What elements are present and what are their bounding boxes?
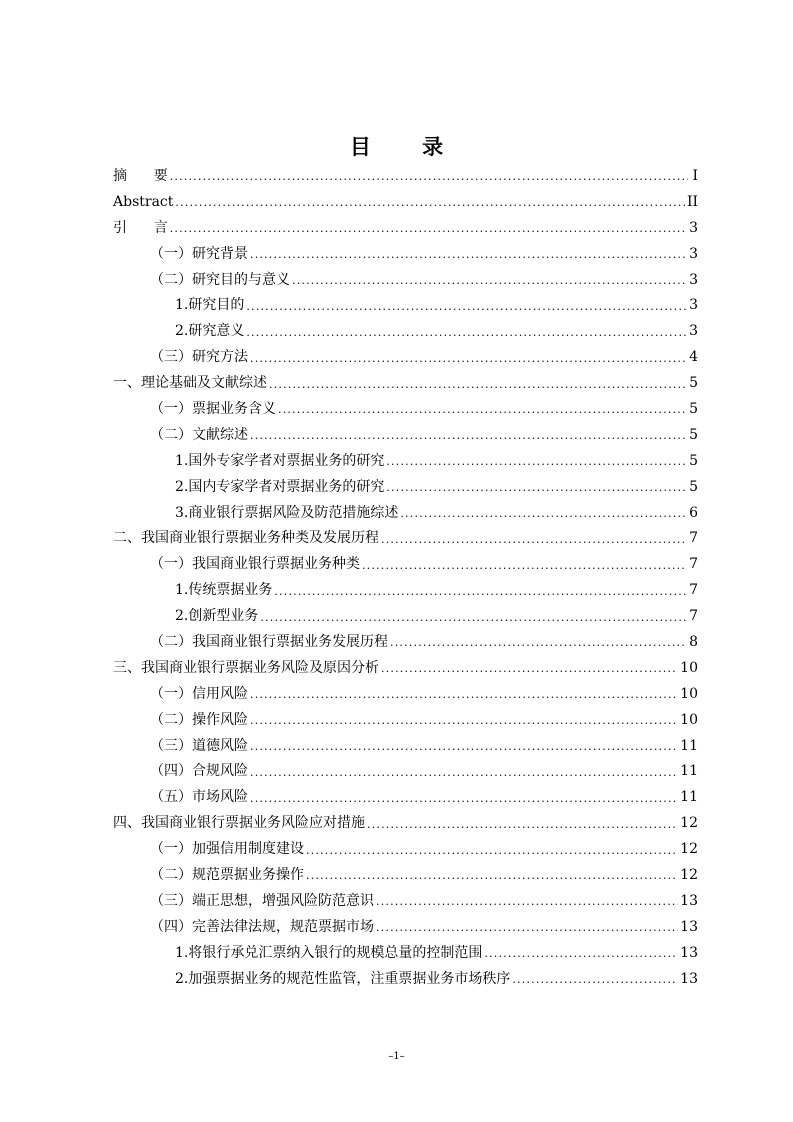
toc-leader-dots — [381, 663, 678, 674]
table-of-contents — [113, 163, 698, 992]
toc-entry[interactable] — [113, 707, 698, 733]
toc-entry-page: II — [686, 193, 698, 210]
toc-entry[interactable] — [113, 655, 698, 681]
toc-entry-page: I — [692, 167, 698, 184]
toc-entry-page: 3 — [689, 245, 698, 262]
toc-entry[interactable] — [113, 940, 698, 966]
toc-entry-page: 8 — [689, 633, 698, 650]
toc-entry-page: 10 — [680, 685, 698, 702]
toc-leader-dots — [269, 379, 687, 390]
toc-leader-dots — [376, 896, 678, 907]
toc-entry[interactable] — [113, 241, 698, 267]
toc-entry[interactable] — [113, 966, 698, 992]
toc-entry-label: （五）市场风险 — [150, 789, 248, 806]
toc-entry[interactable] — [113, 603, 698, 629]
toc-entry-page: 10 — [680, 711, 698, 728]
toc-leader-dots — [400, 508, 687, 519]
toc-entry-label: 2.加强票据业务的规范性监管，注重票据业务市场秩序 — [175, 970, 511, 987]
toc-entry-page: 12 — [680, 841, 698, 858]
toc-entry[interactable] — [113, 163, 698, 189]
toc-entry-page: 10 — [680, 659, 698, 676]
toc-entry-label: 二、我国商业银行票据业务种类及发展历程 — [113, 530, 379, 547]
toc-leader-dots — [386, 456, 687, 467]
toc-entry[interactable] — [113, 422, 698, 448]
toc-entry-page: 7 — [689, 530, 698, 547]
toc-entry-label: （一）票据业务含义 — [150, 400, 276, 417]
toc-entry[interactable] — [113, 344, 698, 370]
toc-leader-dots — [376, 922, 678, 933]
toc-entry[interactable] — [113, 474, 698, 500]
toc-entry-label: 一、理论基础及文献综述 — [113, 375, 267, 392]
toc-entry-label: 2.国内专家学者对票据业务的研究 — [175, 478, 385, 495]
toc-entry-page: 3 — [689, 219, 698, 236]
toc-entry-label: 2.创新型业务 — [175, 608, 259, 625]
toc-entry-page: 3 — [689, 323, 698, 340]
toc-entry-label: （一）信用风险 — [150, 685, 248, 702]
toc-entry-label: （一）我国商业银行票据业务种类 — [150, 556, 360, 573]
toc-leader-dots — [484, 948, 678, 959]
toc-entry[interactable] — [113, 577, 698, 603]
toc-entry-page: 5 — [689, 375, 698, 392]
toc-entry[interactable] — [113, 914, 698, 940]
toc-leader-dots — [250, 430, 687, 441]
toc-entry-page: 11 — [680, 789, 698, 806]
toc-leader-dots — [250, 353, 687, 364]
toc-leader-dots — [250, 689, 678, 700]
toc-entry-page: 5 — [689, 426, 698, 443]
toc-entry[interactable] — [113, 396, 698, 422]
toc-entry-page: 13 — [680, 918, 698, 935]
toc-entry[interactable] — [113, 862, 698, 888]
toc-entry-page: 13 — [680, 892, 698, 909]
toc-entry[interactable] — [113, 318, 698, 344]
toc-entry[interactable] — [113, 681, 698, 707]
toc-entry[interactable] — [113, 292, 698, 318]
toc-entry-page: 4 — [689, 349, 698, 366]
toc-leader-dots — [170, 171, 688, 182]
toc-entry-label: （一）加强信用制度建设 — [150, 841, 304, 858]
toc-entry-label: （二）规范票据业务操作 — [150, 866, 304, 883]
toc-entry[interactable] — [113, 836, 698, 862]
toc-entry-label: （二）操作风险 — [150, 711, 248, 728]
toc-leader-dots — [386, 482, 687, 493]
toc-leader-dots — [306, 870, 678, 881]
toc-entry-label: 引 言 — [113, 219, 168, 236]
toc-entry-label: 3.商业银行票据风险及防范措施综述 — [175, 504, 399, 521]
toc-entry-label: （四）完善法律法规，规范票据市场 — [150, 918, 374, 935]
toc-entry[interactable] — [113, 784, 698, 810]
toc-leader-dots — [250, 767, 678, 778]
toc-leader-dots — [246, 301, 687, 312]
toc-entry[interactable] — [113, 448, 698, 474]
toc-entry-page: 7 — [689, 556, 698, 573]
toc-entry-page: 12 — [680, 866, 698, 883]
toc-leader-dots — [250, 715, 678, 726]
toc-entry[interactable] — [113, 189, 698, 215]
toc-leader-dots — [274, 586, 687, 597]
toc-entry-page: 5 — [689, 400, 698, 417]
toc-entry-page: 12 — [680, 815, 698, 832]
toc-leader-dots — [250, 793, 678, 804]
toc-entry-page: 3 — [689, 271, 698, 288]
toc-leader-dots — [260, 612, 687, 623]
toc-entry[interactable] — [113, 888, 698, 914]
toc-entry-page: 6 — [689, 504, 698, 521]
toc-entry[interactable] — [113, 370, 698, 396]
toc-entry-page: 5 — [689, 478, 698, 495]
toc-entry[interactable] — [113, 629, 698, 655]
toc-entry[interactable] — [113, 215, 698, 241]
toc-leader-dots — [175, 197, 685, 208]
toc-entry-label: Abstract — [113, 193, 174, 210]
toc-entry-page: 11 — [680, 737, 698, 754]
toc-entry-label: 1.研究目的 — [175, 297, 245, 314]
toc-leader-dots — [250, 249, 687, 260]
toc-entry-label: （一）研究背景 — [150, 245, 248, 262]
toc-entry[interactable] — [113, 525, 698, 551]
toc-entry-label: （二）我国商业银行票据业务发展历程 — [150, 633, 388, 650]
toc-leader-dots — [292, 275, 687, 286]
toc-entry[interactable] — [113, 551, 698, 577]
toc-entry-label: （四）合规风险 — [150, 763, 248, 780]
toc-leader-dots — [278, 404, 687, 415]
toc-entry-label: （二）文献综述 — [150, 426, 248, 443]
toc-entry-page: 3 — [689, 297, 698, 314]
toc-entry-label: 三、我国商业银行票据业务风险及原因分析 — [113, 659, 379, 676]
toc-entry[interactable] — [113, 733, 698, 759]
toc-leader-dots — [170, 223, 687, 234]
toc-entry[interactable] — [113, 758, 698, 784]
toc-entry-page: 11 — [680, 763, 698, 780]
toc-entry-label: 摘 要 — [113, 167, 168, 184]
toc-leader-dots — [390, 637, 687, 648]
toc-entry-label: 2.研究意义 — [175, 323, 245, 340]
toc-entry-label: 四、我国商业银行票据业务风险应对措施 — [113, 815, 365, 832]
toc-entry-label: （三）研究方法 — [150, 349, 248, 366]
toc-leader-dots — [362, 560, 687, 571]
toc-leader-dots — [306, 845, 678, 856]
toc-entry[interactable] — [113, 500, 698, 526]
toc-entry-page: 7 — [689, 608, 698, 625]
toc-entry[interactable] — [113, 810, 698, 836]
toc-leader-dots — [381, 534, 687, 545]
toc-leader-dots — [512, 974, 678, 985]
toc-title: 目 录 — [349, 134, 466, 159]
page-number: –1– — [388, 1051, 405, 1062]
toc-entry-label: 1.传统票据业务 — [175, 582, 273, 599]
toc-entry-label: （三）端正思想，增强风险防范意识 — [150, 892, 374, 909]
toc-entry-label: （三）道德风险 — [150, 737, 248, 754]
toc-entry-label: 1.将银行承兑汇票纳入银行的规模总量的控制范围 — [175, 944, 483, 961]
toc-entry-label: 1.国外专家学者对票据业务的研究 — [175, 452, 385, 469]
toc-entry-page: 13 — [680, 944, 698, 961]
toc-leader-dots — [367, 819, 678, 830]
toc-entry-label: （二）研究目的与意义 — [150, 271, 290, 288]
toc-entry-page: 13 — [680, 970, 698, 987]
toc-entry-page: 7 — [689, 582, 698, 599]
toc-entry[interactable] — [113, 267, 698, 293]
toc-leader-dots — [250, 741, 678, 752]
toc-entry-page: 5 — [689, 452, 698, 469]
toc-leader-dots — [246, 327, 687, 338]
